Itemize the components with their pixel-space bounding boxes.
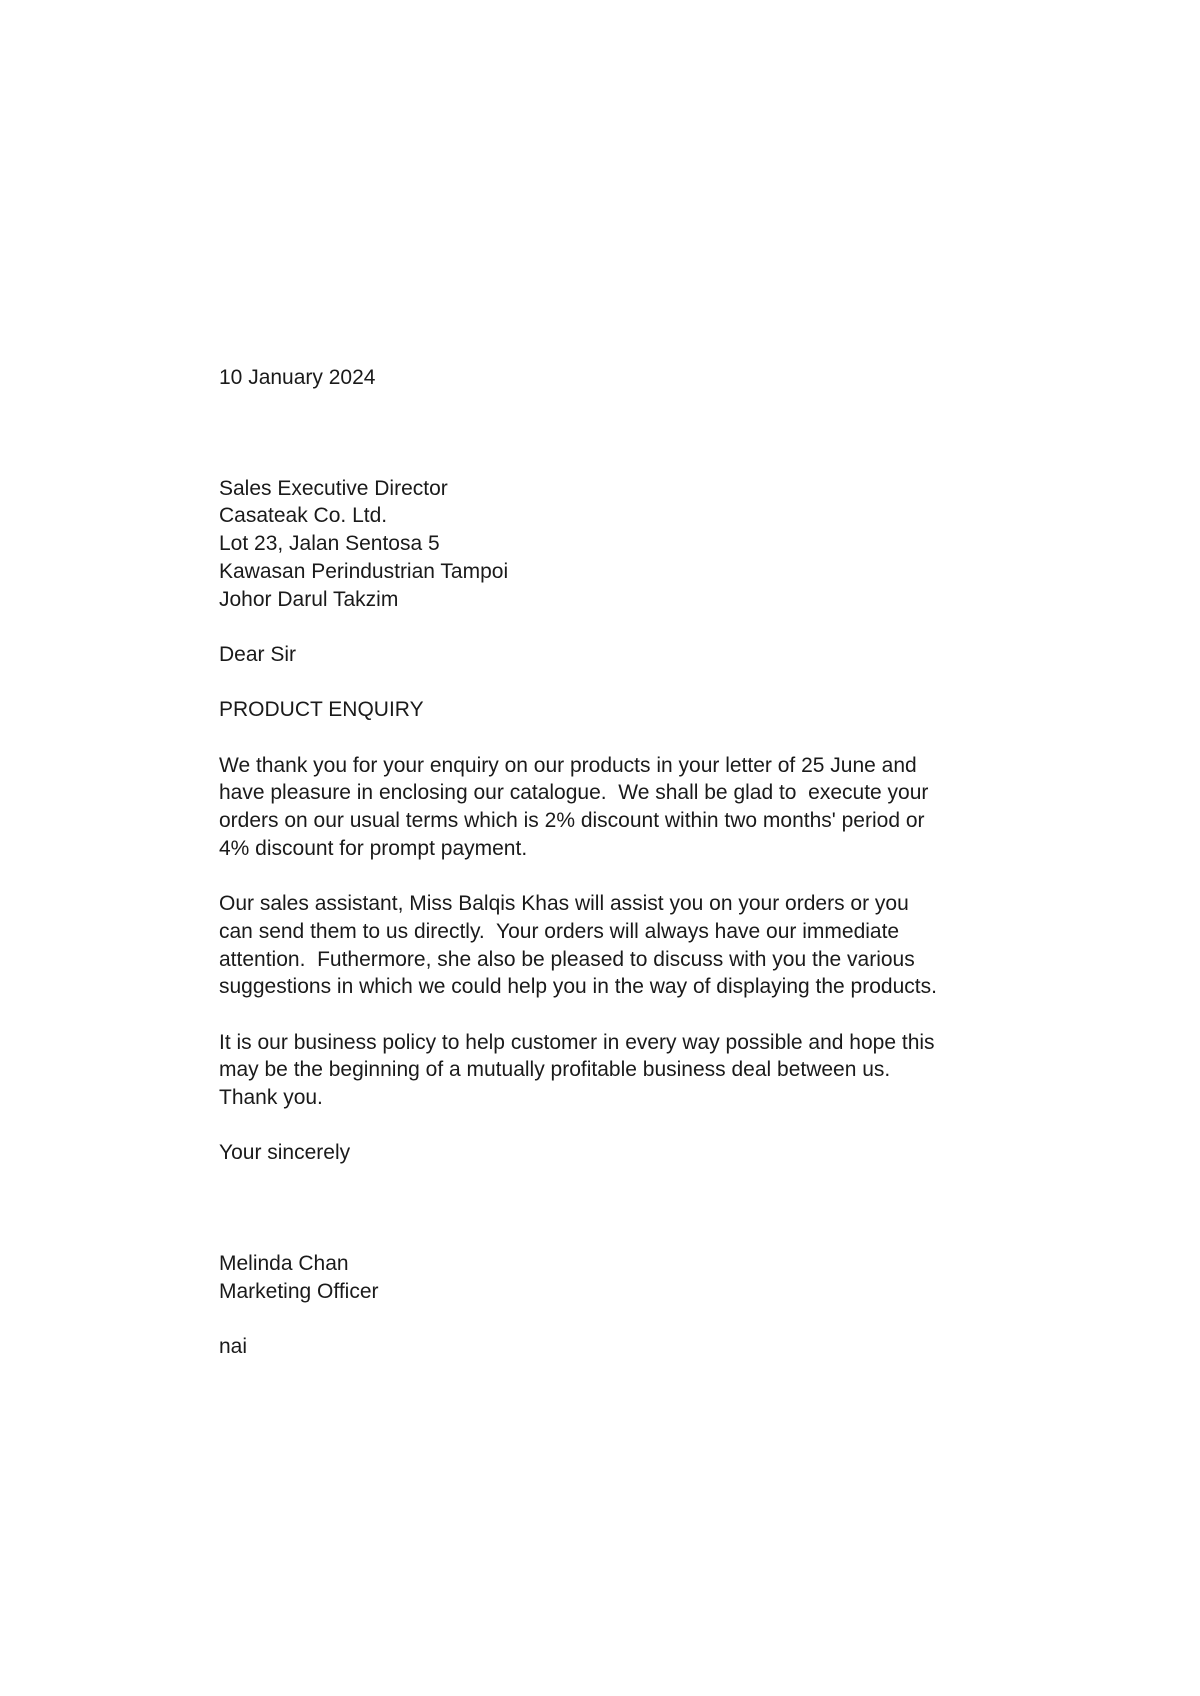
paragraph-line: We thank you for your enquiry on our products in your letter of 25 June and [219, 753, 917, 777]
paragraph-line: It is our business policy to help customer in every way possible and hope this [219, 1030, 935, 1054]
complimentary-close: Your sincerely [219, 1141, 351, 1165]
paragraph-line: orders on our usual terms which is 2% discount within two months' period or [219, 809, 925, 833]
signatory-title: Marketing Officer [219, 1279, 379, 1303]
recipient-line: Kawasan Perindustrian Tampoi [219, 559, 509, 583]
recipient-address [219, 475, 1019, 614]
recipient-line: Casateak Co. Ltd. [219, 504, 388, 528]
paragraph-1 [219, 752, 1019, 863]
recipient-line: Johor Darul Takzim [219, 587, 399, 611]
subject-heading: PRODUCT ENQUIRY [219, 698, 424, 722]
signatory-name: Melinda Chan [219, 1252, 349, 1276]
paragraph-line: 4% discount for prompt payment. [219, 836, 528, 860]
paragraph-line: Our sales assistant, Miss Balqis Khas will assist you on your orders or you [219, 892, 909, 916]
paragraph-2 [219, 890, 1019, 1001]
paragraph-line: have pleasure in enclosing our catalogue. We shall be glad to execute your [219, 781, 929, 805]
recipient-line: Sales Executive Director [219, 476, 448, 500]
letter-body [219, 364, 1019, 1361]
letter-date: 10 January 2024 [219, 366, 376, 389]
recipient-line: Lot 23, Jalan Sentosa 5 [219, 532, 440, 556]
paragraph-line: may be the beginning of a mutually profitable business deal between us. [219, 1058, 891, 1082]
paragraph-line: attention. Futhermore, she also be pleased to discuss with you the various [219, 947, 915, 971]
paragraph-line: Thank you. [219, 1086, 323, 1110]
salutation: Dear Sir [219, 642, 297, 666]
paragraph-line: suggestions in which we could help you in the way of displaying the products. [219, 975, 937, 999]
paragraph-3 [219, 1029, 1019, 1112]
reference-initials: nai [219, 1335, 248, 1359]
paragraph-line: can send them to us directly. Your orders will always have our immediate [219, 919, 900, 943]
